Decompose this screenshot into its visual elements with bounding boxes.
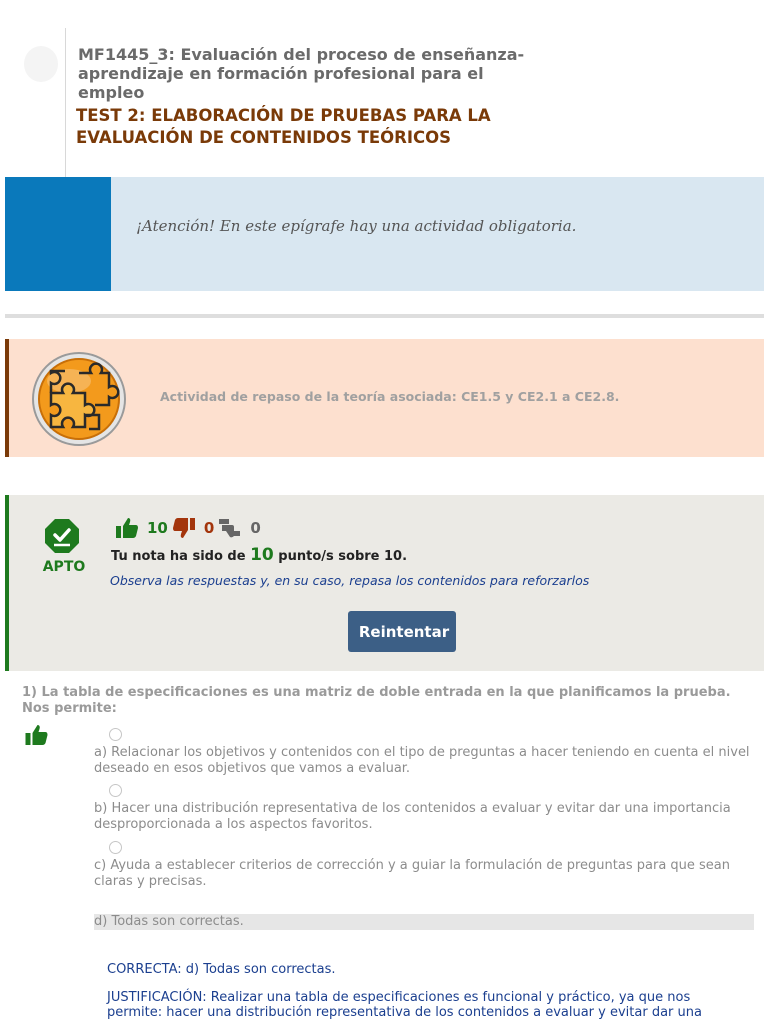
- thumbs-sideways-icon: [218, 517, 242, 539]
- option-a-radio[interactable]: [109, 728, 122, 741]
- thumbs-up-icon: [115, 517, 139, 539]
- result-accent-bar: [5, 495, 9, 671]
- score-line: [111, 545, 407, 565]
- activity-banner: [5, 339, 764, 457]
- activity-text: Actividad de repaso de la teoría asociada: CE1.5 y CE2.1 a CE2.8.: [160, 389, 620, 404]
- option-b-radio[interactable]: [109, 784, 122, 797]
- option-c-radio[interactable]: [109, 841, 122, 854]
- page-header: [0, 0, 768, 178]
- option-c: c) Ayuda a establecer criterios de corrección y a guiar la formulación de preguntas para que sean claras y precisas.: [94, 858, 731, 889]
- answer-counts: [115, 517, 265, 539]
- score-value: 10: [250, 545, 274, 565]
- wrong-count: 0: [203, 519, 215, 537]
- justification-text: JUSTIFICACIÓN: Realizar una tabla de especificaciones es funcional y práctico, ya que nos permite: hacer una distribución representativa de los contenidos a evaluar y evitar dar una: [107, 990, 702, 1020]
- attention-accent-bar: [5, 177, 111, 291]
- apto-badge: [41, 518, 87, 575]
- activity-accent-bar: [5, 339, 9, 457]
- option-a: a) Relacionar los objetivos y contenidos con el tipo de preguntas a hacer teniendo en cuenta el nivel deseado en esos objetivos que vamos a evaluar.: [94, 745, 750, 776]
- module-title: MF1445_3: Evaluación del proceso de enseñanza-aprendizaje en formación profesional para el empleo: [78, 45, 525, 102]
- attention-text: ¡Atención! En este epígrafe hay una actividad obligatoria.: [136, 217, 577, 235]
- blank-count: 0: [250, 519, 261, 537]
- attention-banner: [5, 177, 764, 291]
- result-panel: [5, 495, 764, 671]
- header-placeholder-icon: [24, 46, 58, 82]
- thumbs-down-icon: [172, 517, 196, 539]
- test-title: TEST 2: ELABORACIÓN DE PRUEBAS PARA LA EVALUACIÓN DE CONTENIDOS TEÓRICOS: [76, 106, 491, 147]
- score-prefix: Tu nota ha sido de: [111, 549, 246, 564]
- thumbs-up-icon: [24, 724, 49, 746]
- correct-answer: CORRECTA: d) Todas son correctas.: [107, 962, 336, 977]
- option-b: b) Hacer una distribución representativa de los contenidos a evaluar y evitar dar una importancia desproporcionada a los aspectos favoritos.: [94, 801, 731, 832]
- score-suffix: punto/s sobre 10.: [278, 549, 408, 564]
- header-divider: [65, 28, 66, 178]
- question-text: 1) La tabla de especificaciones es una matriz de doble entrada en la que planificamos la prueba. Nos permite:: [22, 685, 731, 716]
- review-note: Observa las respuestas y, en su caso, repasa los contenidos para reforzarlos: [110, 573, 590, 588]
- status-label: APTO: [42, 559, 86, 575]
- retry-button[interactable]: Reintentar: [348, 611, 456, 652]
- check-badge-icon: [44, 518, 80, 554]
- option-d: d) Todas son correctas.: [94, 914, 754, 930]
- correct-count: 10: [147, 519, 168, 537]
- puzzle-icon: [31, 351, 127, 447]
- section-divider: [5, 314, 764, 318]
